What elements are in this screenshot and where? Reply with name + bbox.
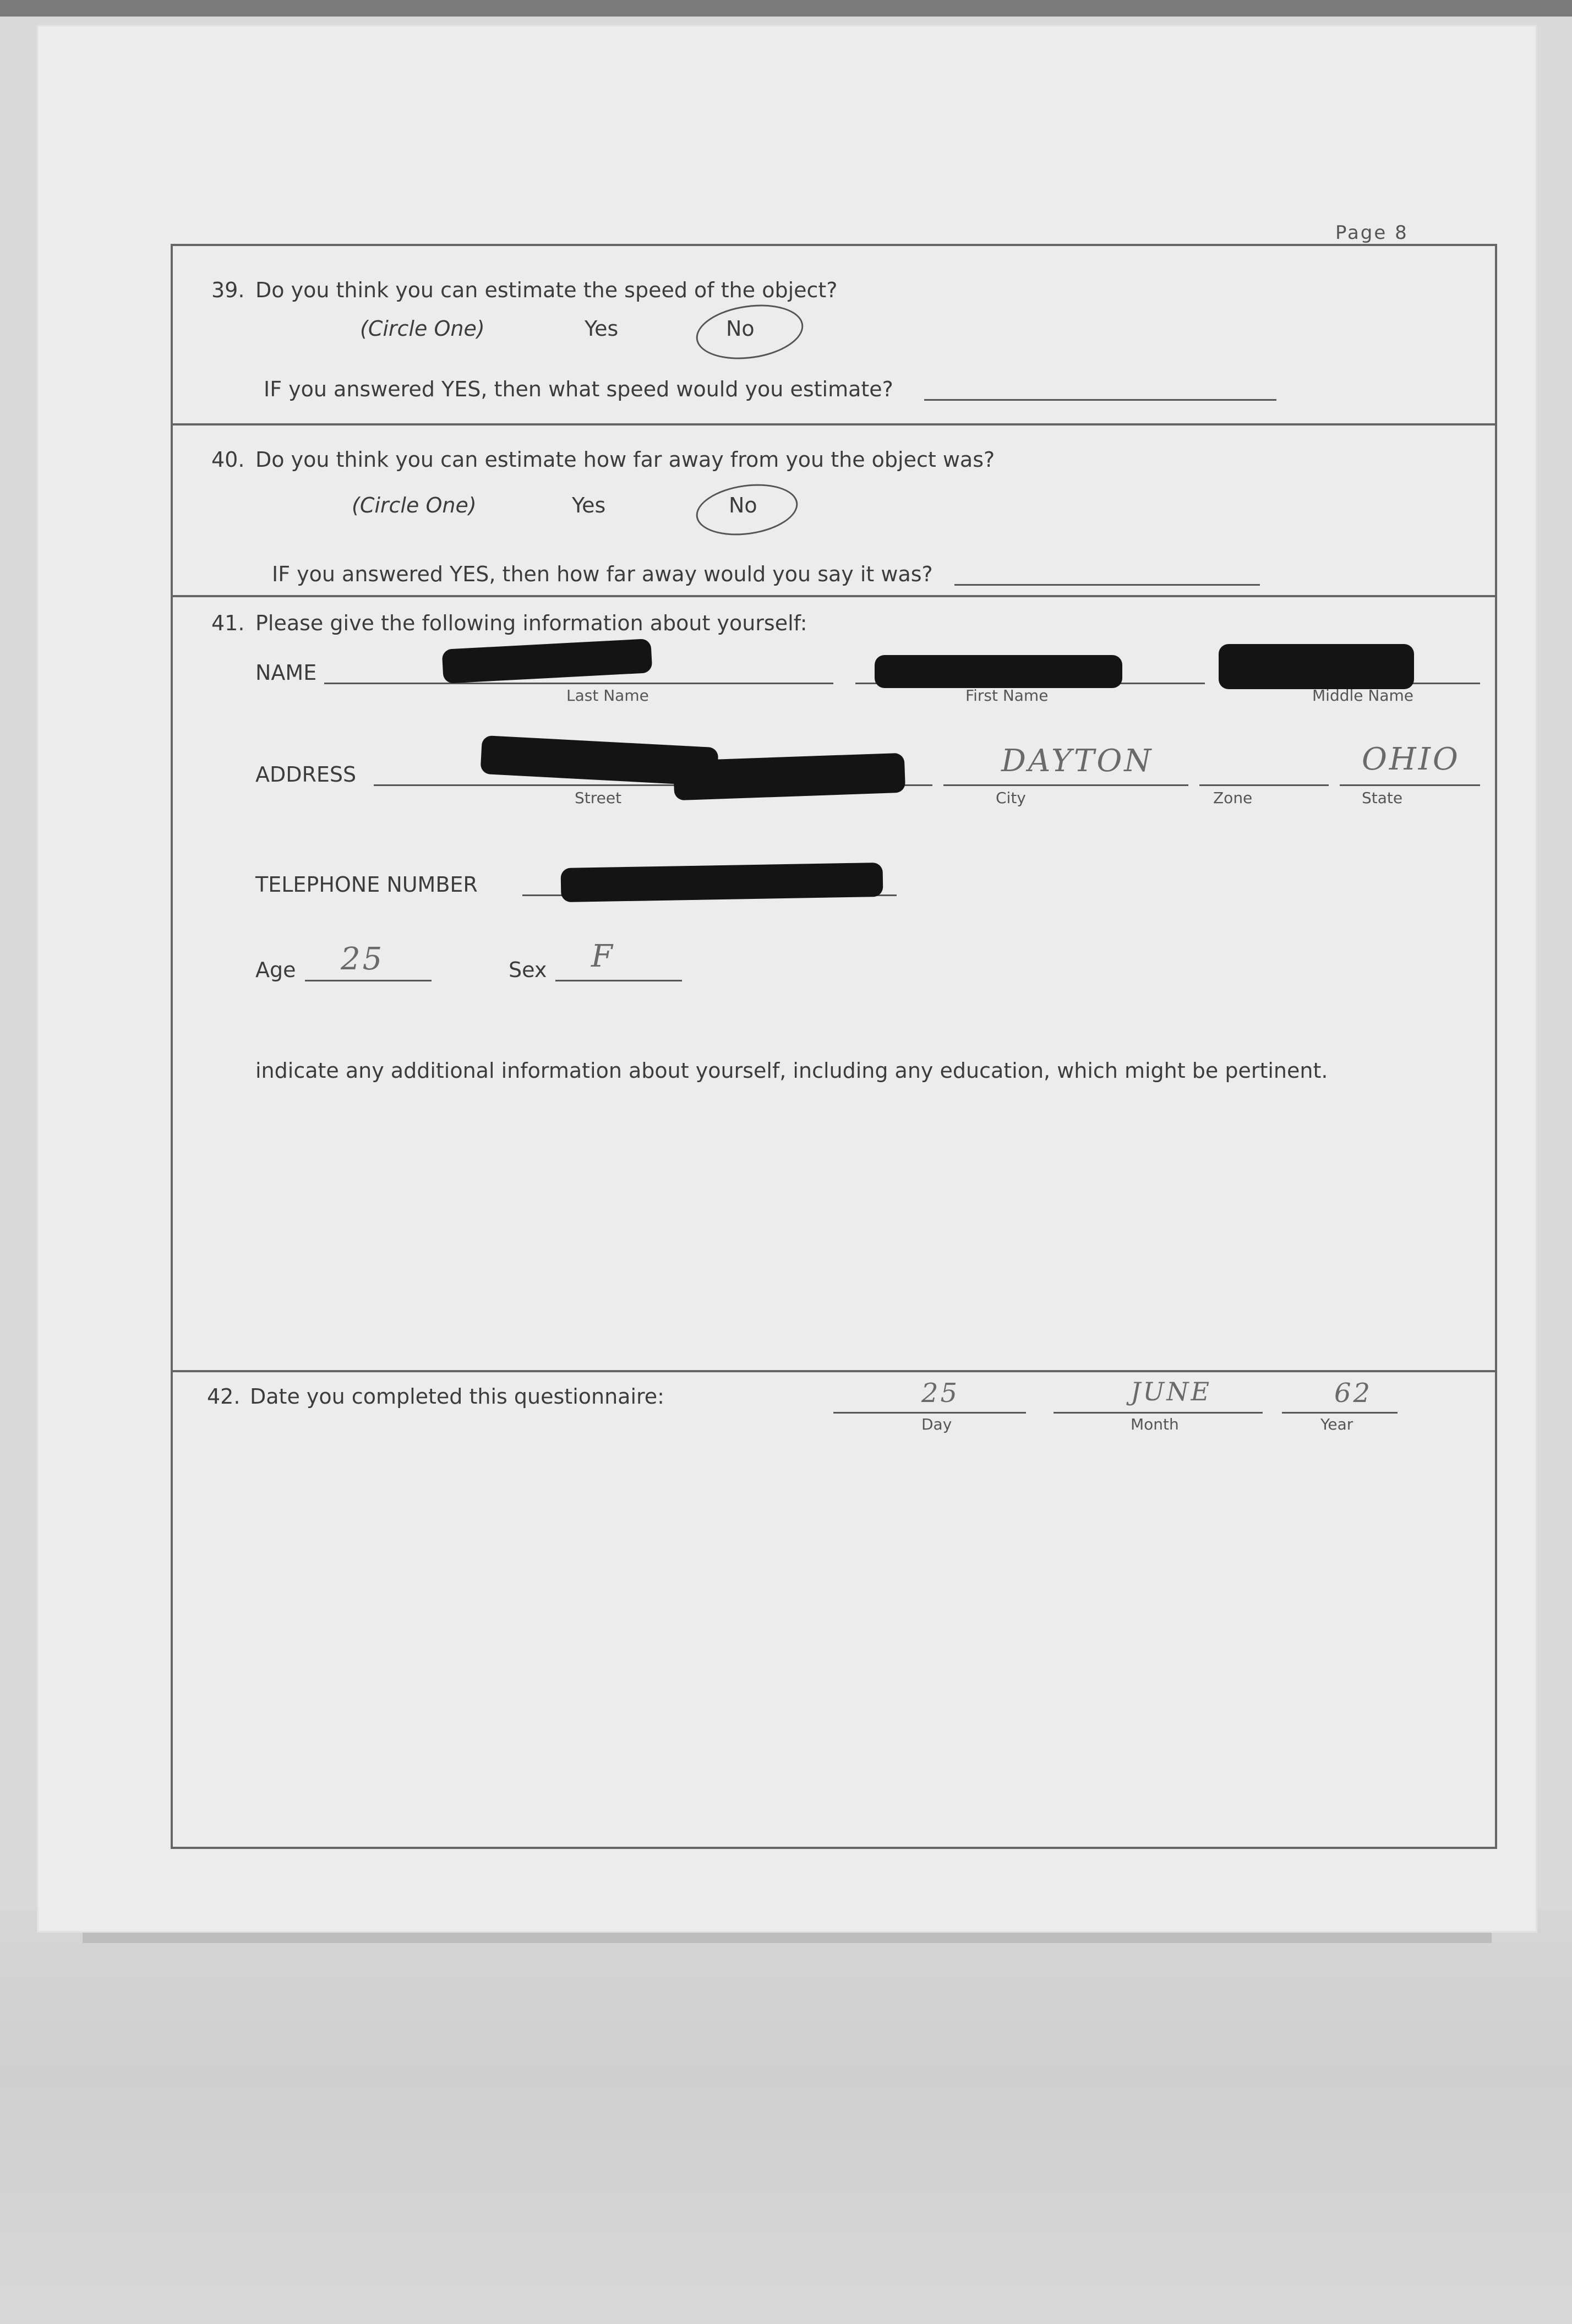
redacted-street-part2 bbox=[673, 753, 905, 801]
q39-speed-answer-line[interactable] bbox=[924, 399, 1276, 401]
month-label: Month bbox=[1131, 1415, 1179, 1433]
q42-question: Date you completed this questionnaire: bbox=[250, 1384, 664, 1409]
q39-number: 39. bbox=[211, 278, 245, 302]
question-41-section bbox=[171, 595, 1497, 1372]
q39-no-circle-mark bbox=[692, 298, 806, 365]
question-42-section bbox=[171, 1370, 1497, 1849]
q40-no-circle-mark bbox=[693, 478, 801, 541]
city-handwritten: DAYTON bbox=[1001, 743, 1154, 779]
scan-border-top bbox=[0, 0, 1572, 17]
page-number: Page 8 bbox=[1335, 222, 1409, 244]
age-label: Age bbox=[255, 958, 296, 982]
question-39-section bbox=[171, 244, 1497, 425]
year-label: Year bbox=[1320, 1415, 1353, 1433]
day-line[interactable] bbox=[833, 1412, 1026, 1414]
name-label: NAME bbox=[255, 661, 317, 685]
redacted-first-name bbox=[875, 655, 1122, 688]
age-handwritten: 25 bbox=[341, 941, 385, 977]
city-label: City bbox=[996, 789, 1026, 807]
q40-question: Do you think you can estimate how far away from you the object was? bbox=[255, 448, 995, 472]
middle-name-label: Middle Name bbox=[1312, 686, 1413, 705]
q40-no-option[interactable]: No bbox=[729, 493, 757, 517]
street-label: Street bbox=[575, 789, 622, 807]
additional-info-prompt: indicate any additional information about yourself, including any education, which might be pertinent. bbox=[255, 1059, 1328, 1083]
q39-question: Do you think you can estimate the speed of the object? bbox=[255, 278, 838, 302]
redacted-telephone bbox=[561, 863, 883, 902]
month-handwritten: JUNE bbox=[1131, 1377, 1212, 1406]
last-name-line[interactable] bbox=[324, 683, 833, 684]
q40-distance-answer-line[interactable] bbox=[954, 584, 1260, 586]
state-line[interactable] bbox=[1340, 784, 1480, 786]
q40-number: 40. bbox=[211, 448, 245, 472]
address-label: ADDRESS bbox=[255, 762, 357, 787]
q39-no-option[interactable]: No bbox=[726, 317, 755, 341]
age-line[interactable] bbox=[305, 980, 432, 981]
q40-circle-one: (Circle One) bbox=[352, 493, 477, 517]
q39-followup: IF you answered YES, then what speed would you estimate? bbox=[264, 377, 893, 401]
sex-line[interactable] bbox=[555, 980, 682, 981]
month-line[interactable] bbox=[1054, 1412, 1263, 1414]
day-label: Day bbox=[921, 1415, 952, 1433]
redacted-middle-name bbox=[1219, 644, 1414, 689]
state-handwritten: OHIO bbox=[1362, 741, 1460, 777]
q42-number: 42. bbox=[207, 1384, 241, 1409]
redacted-last-name bbox=[442, 639, 653, 684]
sex-label: Sex bbox=[509, 958, 547, 982]
q40-yes-option[interactable]: Yes bbox=[572, 493, 606, 517]
q41-number: 41. bbox=[211, 611, 245, 635]
q40-followup: IF you answered YES, then how far away would you say it was? bbox=[272, 562, 933, 586]
day-handwritten: 25 bbox=[921, 1378, 960, 1409]
first-name-label: First Name bbox=[965, 686, 1049, 705]
year-handwritten: 62 bbox=[1334, 1378, 1373, 1409]
zone-label: Zone bbox=[1213, 789, 1253, 807]
scan-background bbox=[0, 1910, 1572, 2324]
q39-yes-option[interactable]: Yes bbox=[585, 317, 619, 341]
document-page bbox=[39, 26, 1536, 1931]
sex-handwritten: F bbox=[591, 939, 615, 974]
year-line[interactable] bbox=[1282, 1412, 1398, 1414]
q41-question: Please give the following information about yourself: bbox=[255, 611, 807, 635]
q39-circle-one: (Circle One) bbox=[360, 317, 485, 341]
question-40-section bbox=[171, 423, 1497, 597]
telephone-label: TELEPHONE NUMBER bbox=[255, 872, 478, 897]
last-name-label: Last Name bbox=[566, 686, 649, 705]
zone-line[interactable] bbox=[1199, 784, 1329, 786]
city-line[interactable] bbox=[943, 784, 1188, 786]
state-label: State bbox=[1362, 789, 1403, 807]
